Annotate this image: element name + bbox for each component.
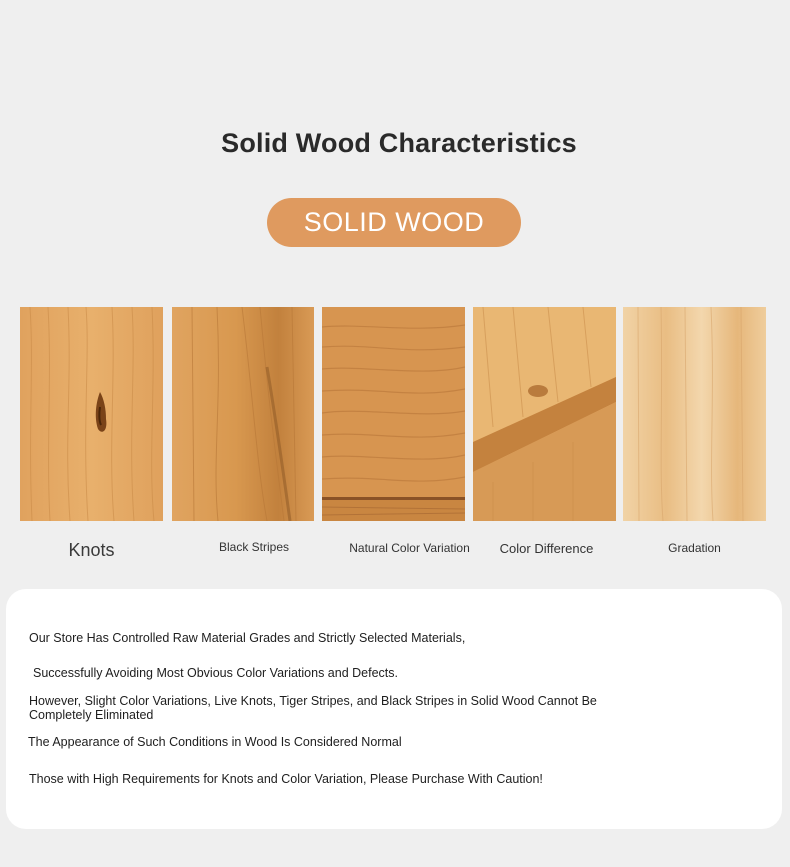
- caption-black-stripes: Black Stripes: [218, 540, 290, 554]
- caption-gradation: Gradation: [668, 541, 721, 555]
- natural-color-variation-wood-image: [322, 307, 465, 521]
- caption-knots: Knots: [68, 540, 115, 560]
- caption-color-difference: Color Difference: [499, 541, 594, 556]
- notice-line: Completely Eliminated: [29, 708, 154, 722]
- notice-card: [6, 589, 782, 829]
- notice-warning: Those with High Requirements for Knots and Color Variation, Please Purchase With Caution!: [29, 772, 543, 786]
- page-title: Solid Wood Characteristics: [221, 128, 577, 158]
- notice-line: The Appearance of Such Conditions in Wood Is Considered Normal: [28, 735, 402, 749]
- solid-wood-badge: SOLID WOOD: [267, 198, 521, 247]
- black-stripes-wood-image: [172, 307, 314, 521]
- gradation-wood-image: [623, 307, 766, 521]
- caption-natural-color-variation: Natural Color Variation: [349, 541, 470, 555]
- notice-line: Successfully Avoiding Most Obvious Color Variations and Defects.: [33, 666, 398, 680]
- knots-wood-image: [20, 307, 163, 521]
- notice-line: Our Store Has Controlled Raw Material Grades and Strictly Selected Materials,: [29, 631, 466, 645]
- notice-line: However, Slight Color Variations, Live Knots, Tiger Stripes, and Black Stripes in Solid Wood Cannot Be: [29, 694, 597, 708]
- color-difference-wood-image: [473, 307, 616, 521]
